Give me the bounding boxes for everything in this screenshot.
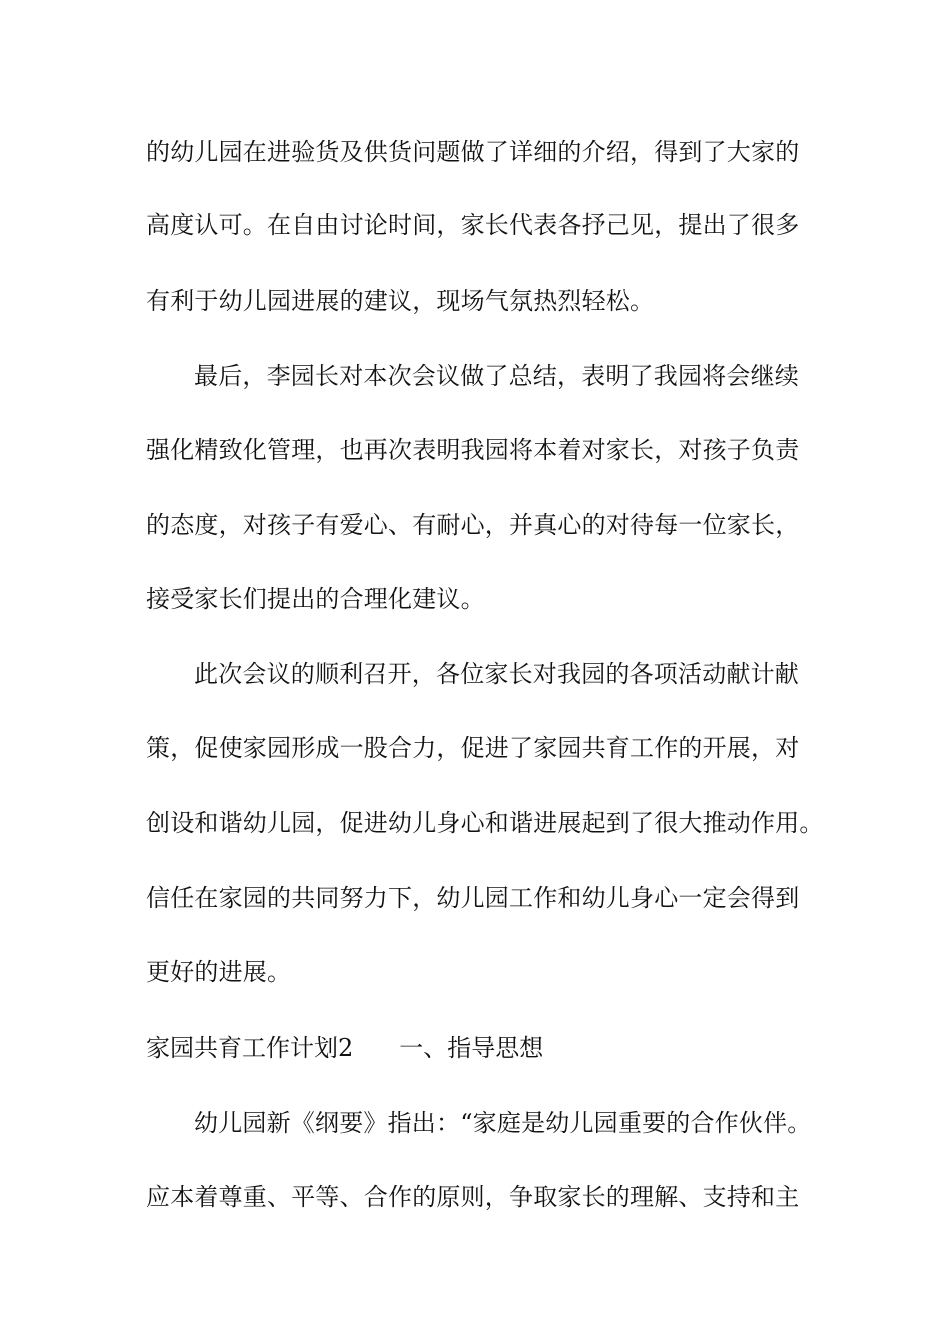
paragraph-4-line-1: 幼儿园新《纲要》指出：“家庭是幼儿园重要的合作伙伴。 <box>194 1109 812 1137</box>
plan-title: 家园共育工作计划2 <box>146 1034 354 1062</box>
section-title: 一、指导思想 <box>399 1034 544 1062</box>
paragraph-2-line-2: 强化精致化管理，也再次表明我园将本着对家长，对孩子负责 <box>146 436 800 464</box>
paragraph-2-line-4: 接受家长们提出的合理化建议。 <box>146 585 485 613</box>
section-heading <box>146 1033 543 1063</box>
paragraph-3-line-2: 策，促使家园形成一股合力，促进了家园共育工作的开展，对 <box>146 734 800 762</box>
paragraph-3-line-4: 信任在家园的共同努力下，幼儿园工作和幼儿身心一定会得到 <box>146 884 800 912</box>
paragraph-3-line-1: 此次会议的顺利召开，各位家长对我园的各项活动献计献 <box>194 660 799 688</box>
paragraph-1-line-2: 高度认可。在自由讨论时间，家长代表各抒己见，提出了很多 <box>146 211 800 239</box>
paragraph-4-line-2: 应本着尊重、平等、合作的原则，争取家长的理解、支持和主 <box>146 1183 800 1211</box>
paragraph-1-line-1: 的幼儿园在进验货及供货问题做了详细的介绍，得到了大家的 <box>146 138 800 166</box>
paragraph-2-line-1: 最后，李园长对本次会议做了总结，表明了我园将会继续 <box>194 362 799 390</box>
paragraph-3-line-5: 更好的进展。 <box>146 958 292 986</box>
paragraph-2-line-3: 的态度，对孩子有爱心、有耐心，并真心的对待每一位家长， <box>146 511 800 539</box>
paragraph-3-line-3: 创设和谐幼儿园，促进幼儿身心和谐进展起到了很大推动作用。 <box>146 809 824 837</box>
paragraph-1-line-3: 有利于幼儿园进展的建议，现场气氛热烈轻松。 <box>146 287 655 315</box>
